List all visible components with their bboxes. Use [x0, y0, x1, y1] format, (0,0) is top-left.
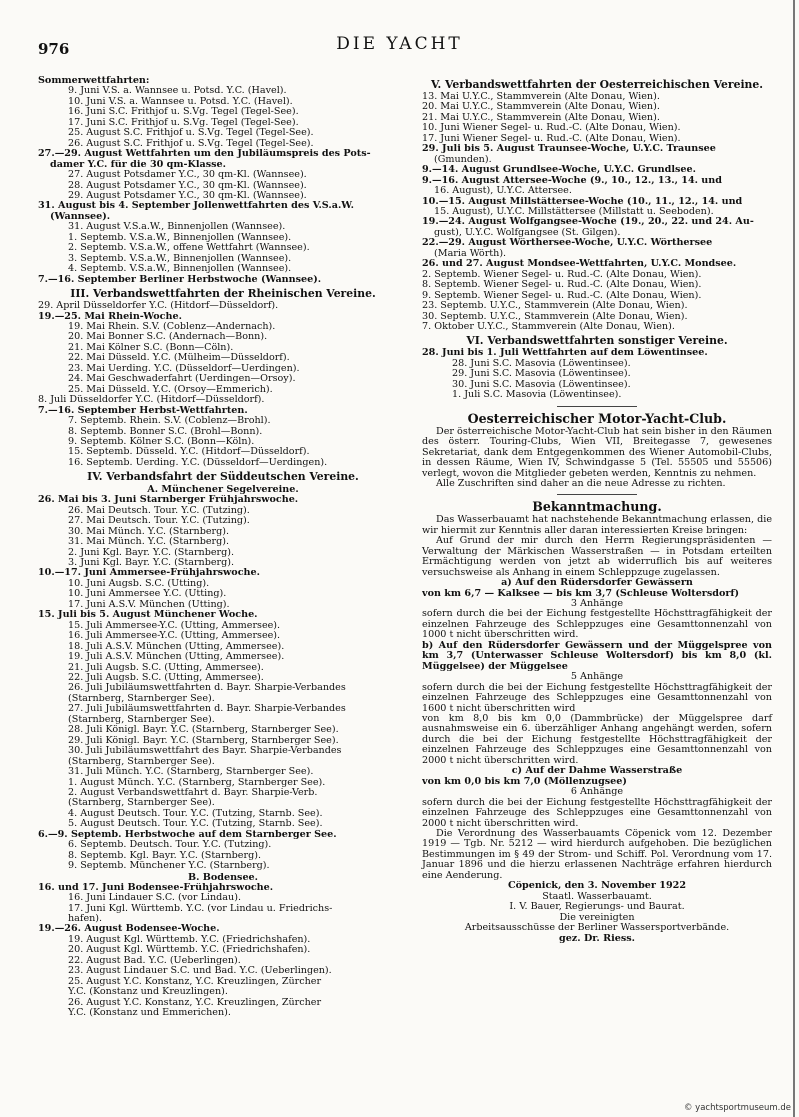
list-item: 16. Juli Ammersee-Y.C. (Utting, Ammersee).: [68, 631, 281, 642]
list-item: 25. Mai Düsseld. Y.C. (Orsoy—Emmerich).: [68, 384, 273, 395]
list-item: 9. Septemb. Wiener Segel- u. Rud.-C. (Alte Donau, Wien).: [422, 290, 702, 301]
signature-line: I. V. Bauer, Regierungs- und Baurat.: [509, 902, 685, 913]
list-item: 19. August Kgl. Württemb. Y.C. (Friedrichshafen).: [68, 934, 311, 945]
list-item: 29. Juni S.C. Masovia (Löwentinsee).: [452, 369, 631, 380]
list-item: 23. Septemb. U.Y.C., Stammverein (Alte Donau, Wien).: [422, 301, 688, 312]
paragraph: sofern durch die bei der Eichung festgestellte Höchsttragfähigkeit der einzelnen Fahrzeuge des Schleppzuges eine Gesamttonnenzahl von 1600 t nicht überschritten wird: [422, 681, 772, 714]
signature-line: Arbeitsausschüsse der Berliner Wassersportverbände.: [464, 923, 730, 934]
list-item: 26. und 27. August Mondsee-Wettfahrten, U.Y.C. Mondsee.: [422, 259, 737, 270]
list-item: 3. Septemb. V.S.a.W., Binnenjollen (Wannsee).: [68, 253, 292, 264]
list-item: 21. Mai U.Y.C., Stammverein (Alte Donau, Wien).: [422, 112, 660, 123]
list-item: 26. August S.C. Frithjof u. S.Vg. Tegel (Tegel-See).: [68, 138, 314, 149]
list-item: 1. Juli S.C. Masovia (Löwentinsee).: [452, 390, 622, 401]
list-item: 21. Mai Kölner S.C. (Bonn—Cöln).: [68, 342, 234, 353]
list-item: 8. Septemb. Kgl. Bayr. Y.C. (Starnberg).: [68, 850, 261, 861]
list-item: 16. Juni Lindauer S.C. (vor Lindau).: [68, 893, 242, 904]
paragraph: sofern durch die bei der Eichung festgestellte Höchsttragfähigkeit der einzelnen Fahrzeuge des Schleppzuges eine Gesamttonnenzahl von 1000 t nicht überschritten wird.: [422, 608, 772, 641]
list-item: (Starnberg, Starnberger See).: [68, 756, 215, 767]
left-column: [38, 76, 408, 1019]
list-item: 28. Juni bis 1. Juli Wettfahrten auf dem Löwentinsee.: [422, 348, 708, 359]
list-item: 29. Juli bis 5. August Traunsee-Woche, U.Y.C. Traunsee: [422, 144, 716, 155]
list-item: 10. Juni Ammersee Y.C. (Utting).: [68, 589, 227, 600]
list-item: 4. August Deutsch. Tour. Y.C. (Tutzing, Starnb. See).: [68, 808, 323, 819]
signature-line: gez. Dr. Riess.: [559, 933, 635, 944]
list-item: 10.—15. August Millstättersee-Woche (10., 11., 12., 14. und: [422, 196, 743, 207]
list-item: 16. August), U.Y.C. Attersee.: [434, 186, 572, 197]
paragraph: von km 8,0 bis km 0,0 (Dammbrücke) der Müggelspree darf ausnahmsweise ein 6. überzähliger Anhang angehängt werden, sofern durch die bei der Eichung festgestellte Höchsttragfähigkeit der einzelnen Fahrzeuge des Schleppzuges eine Gesamttonnenzahl von 2000 t nicht überschritten wird.: [422, 713, 772, 766]
signature-line: Die vereinigten: [559, 912, 635, 923]
list-item: 18. Juli A.S.V. München (Utting, Ammersee).: [68, 641, 285, 652]
list-item: 27. Juli Jubiläumswettfahrten d. Bayr. Sharpie-Verbandes: [68, 704, 346, 715]
list-item: von km 6,7 — Kalksee — bis km 3,7 (Schleuse Woltersdorf): [422, 588, 740, 599]
list-item: 2. Septemb. Wiener Segel- u. Rud.-C. (Alte Donau, Wien).: [422, 269, 702, 280]
list-item: 2. August Verbandswettfahrt d. Bayr. Sharpie-Verb.: [68, 788, 318, 798]
list-item: (Starnberg, Starnberger See).: [68, 714, 215, 725]
list-item: 3 Anhänge: [570, 599, 624, 610]
list-item: 31. Mai Münch. Y.C. (Starnberg).: [68, 537, 230, 548]
right-column: [422, 76, 772, 944]
list-item: 8. Juli Düsseldorfer Y.C. (Hitdorf—Düsseldorf).: [38, 395, 265, 406]
section-heading-sonst: VI. Verbandswettfahrten sonstiger Vereine.: [466, 334, 728, 348]
list-item: von km 0,0 bis km 7,0 (Möllenzugsee): [422, 776, 627, 787]
list-item: 2. Septemb. V.S.a.W., offene Wettfahrt (Wannsee).: [68, 243, 310, 254]
section-heading-sommer: Sommerwettfahrten:: [38, 76, 150, 86]
list-item: 9. Juni V.S. a. Wannsee u. Potsd. Y.C. (Havel).: [68, 86, 287, 97]
list-item: 21. Juli Augsb. S.C. (Utting, Ammersee).: [68, 662, 264, 673]
list-item: 16. und 17. Juni Bodensee-Frühjahrswoche.: [38, 882, 274, 893]
page-number: 976: [38, 40, 70, 58]
list-item: 30. Juni S.C. Masovia (Löwentinsee).: [452, 379, 631, 390]
list-item: 23. Mai Uerding. Y.C. (Düsseldorf—Uerdingen).: [68, 363, 300, 374]
list-item: 29. August Potsdamer Y.C., 30 qm-Kl. (Wannsee).: [68, 190, 307, 201]
list-item: 24. Mai Geschwaderfahrt (Uerdingen—Orsoy).: [68, 374, 296, 385]
list-item: 5. August Deutsch. Tour. Y.C. (Tutzing, Starnb. See).: [68, 819, 323, 830]
paragraph: Auf Grund der mir durch den Herrn Regierungspräsidenten — Verwaltung der Märkischen Wasserstraßen — in Potsdam erteilten Ermächtigung werden von jetzt ab widerruflich bis auf weiteres versuchsweise als Anhang in einem Schleppzuge zugelassen.: [422, 535, 772, 578]
list-item: 22. Juli Augsb. S.C. (Utting, Ammersee).: [68, 673, 264, 684]
list-item: 31. August bis 4. September Jollenwettfahrten des V.S.a.W.: [38, 201, 354, 212]
divider: [557, 494, 637, 495]
list-item: 25. August S.C. Frithjof u. S.Vg. Tegel (Tegel-See).: [68, 128, 314, 139]
list-item: 20. August Kgl. Württemb. Y.C. (Friedrichshafen).: [68, 945, 311, 956]
list-item: 27. August Potsdamer Y.C., 30 qm-Kl. (Wannsee).: [68, 170, 307, 181]
list-item: 30. Mai Münch. Y.C. (Starnberg).: [68, 526, 230, 537]
section-heading-rhein: III. Verbandswettfahrten der Rheinischen Vereine.: [70, 287, 376, 301]
list-item: 19.—26. August Bodensee-Woche.: [38, 924, 220, 935]
subheading: b) Auf den Rüdersdorfer Gewässern und der Müggelspree von km 3,7 (Unterwasser Schleuse Woltersdorf) bis km 8,0 (kl. Müggelsee) der Müggelsee: [422, 639, 772, 672]
list-item: 1. Septemb. V.S.a.W., Binnenjollen (Wannsee).: [68, 232, 292, 243]
page-header: [0, 34, 799, 58]
list-item: 22. August Bad. Y.C. (Ueberlingen).: [68, 955, 241, 966]
list-item: 26. Mai bis 3. Juni Starnberger Frühjahrswoche.: [38, 495, 299, 506]
list-item: 9.—14. August Grundlsee-Woche, U.Y.C. Grundlsee.: [422, 165, 696, 176]
list-item: 29. April Düsseldorfer Y.C. (Hitdorf—Düsseldorf).: [38, 301, 279, 312]
list-item: 10. Juni V.S. a. Wannsee u. Potsd. Y.C. (Havel).: [68, 96, 293, 107]
section-heading-sued: IV. Verbandsfahrt der Süddeutschen Vereine.: [87, 470, 359, 484]
list-item: 27. Mai Deutsch. Tour. Y.C. (Tutzing).: [68, 516, 250, 527]
subheading: c) Auf der Dahme Wasserstraße: [511, 766, 683, 777]
list-item: 30. Septemb. U.Y.C., Stammverein (Alte Donau, Wien).: [422, 311, 688, 322]
list-item: 9. Septemb. Kölner S.C. (Bonn—Köln).: [68, 436, 255, 447]
list-item: 20. Mai Bonner S.C. (Andernach—Bonn).: [68, 332, 268, 343]
subheading: B. Bodensee.: [187, 871, 259, 883]
list-item: 7. Oktober U.Y.C., Stammverein (Alte Donau, Wien).: [422, 321, 675, 332]
list-item: 26. Juli Jubiläumswettfahrten d. Bayr. Sharpie-Verbandes: [68, 683, 346, 694]
list-item: 26. Mai Deutsch. Tour. Y.C. (Tutzing).: [68, 505, 250, 516]
signature-line: Staatl. Wasserbauamt.: [542, 891, 652, 902]
paragraph: Die Verordnung des Wasserbauamts Cöpenick vom 12. Dezember 1919 — Tgb. Nr. 5212 — wird hierdurch aufgehoben. Die bezüglichen Bestimmungen im § 49 der Strom- und Schiff. Pol. Verordnung vom 17. Januar 1896 und die hierzu erlassenen Nachträge erfahren hierdurch eine Aenderung.: [422, 828, 772, 881]
list-item: (Wannsee).: [50, 211, 111, 222]
list-item: 19. Mai Rhein. S.V. (Coblenz—Andernach).: [68, 321, 276, 332]
list-item: 9. Septemb. Münchener Y.C. (Starnberg).: [68, 861, 270, 872]
paragraph: Der österreichische Motor-Yacht-Club hat sein bisher in den Räumen des österr. Touring-Clubs, Wien VII, Breitegasse 7, gewesenes Sekretariat, dank dem Entgegenkommen des Wiener Automobil-Clubs, in dessen Räume, Wien IV, Schwindgasse 5 (Tel. 55505 und 55506) verlegt, wovon die Mitglieder gebeten werden, Kenntnis zu nehmen.: [422, 425, 772, 479]
list-item: 19. Juli A.S.V. München (Utting, Ammersee).: [68, 652, 285, 663]
list-item: 27.—29. August Wettfahrten um den Jubiläumspreis des Pots-: [38, 149, 371, 160]
list-item: 23. August Lindauer S.C. und Bad. Y.C. (Ueberlingen).: [68, 966, 332, 977]
list-item: 4. Septemb. V.S.a.W., Binnenjollen (Wannsee).: [68, 264, 292, 275]
list-item: 8. Septemb. Wiener Segel- u. Rud.-C. (Alte Donau, Wien).: [422, 280, 702, 291]
list-item: 31. Juli Münch. Y.C. (Starnberg, Starnberger See).: [68, 767, 314, 778]
divider: [557, 406, 637, 407]
section-heading-motor: Oesterreichischer Motor-Yacht-Club.: [467, 410, 727, 426]
list-item: 17. Juni A.S.V. München (Utting).: [68, 599, 230, 610]
subheading: a) Auf den Rüdersdorfer Gewässern: [501, 578, 693, 589]
list-item: 7.—16. September Berliner Herbstwoche (Wannsee).: [38, 274, 322, 285]
list-item: 22.—29. August Wörthersee-Woche, U.Y.C. Wörthersee: [422, 238, 713, 249]
list-item: 31. August V.S.a.W., Binnenjollen (Wannsee).: [68, 222, 286, 233]
list-item: hafen).: [68, 913, 103, 924]
list-item: 15. Septemb. Düsseld. Y.C. (Hitdorf—Düsseldorf).: [68, 447, 310, 458]
section-heading-bek: Bekanntmachung.: [532, 499, 662, 515]
list-item: 15. Juli bis 5. August Münchener Woche.: [38, 610, 258, 621]
list-item: 19.—24. August Wolfgangsee-Woche (19., 20., 22. und 24. Au-: [422, 217, 754, 228]
list-item: damer Y.C. für die 30 qm-Klasse.: [50, 159, 226, 170]
list-item: gust), U.Y.C. Wolfgangsee (St. Gilgen).: [434, 227, 621, 238]
signature-line: Cöpenick, den 3. November 1922: [507, 881, 687, 892]
list-item: 17. Juni S.C. Frithjof u. S.Vg. Tegel (Tegel-See).: [68, 117, 299, 128]
list-item: 9.—16. August Attersee-Woche (9., 10., 12., 13., 14. und: [422, 175, 722, 186]
list-item: 13. Mai U.Y.C., Stammverein (Alte Donau, Wien).: [422, 92, 660, 102]
list-item: 7. Septemb. Rhein. S.V. (Coblenz—Brohl).: [68, 416, 271, 427]
list-item: (Starnberg, Starnberger See).: [68, 693, 215, 704]
list-item: 15. August), U.Y.C. Millstättersee (Millstatt u. Seeboden).: [434, 206, 714, 217]
list-item: 16. Septemb. Uerding. Y.C. (Düsseldorf—Uerdingen).: [68, 457, 328, 468]
list-item: 7.—16. September Herbst-Wettfahrten.: [38, 405, 248, 416]
list-item: 16. Juni S.C. Frithjof u. S.Vg. Tegel (Tegel-See).: [68, 107, 299, 118]
paragraph: Alle Zuschriften sind daher an die neue Adresse zu richten.: [436, 477, 726, 489]
list-item: 22. Mai Düsseld. Y.C. (Mülheim—Düsseldorf).: [68, 353, 290, 364]
list-item: 1. August Münch. Y.C. (Starnberg, Starnberger See).: [68, 777, 326, 788]
paragraph: Das Wasserbauamt hat nachstehende Bekanntmachung erlassen, die wir hiermit zur Kenntnis aller daran interessierten Kreise bringen:: [422, 514, 772, 536]
list-item: 8. Septemb. Bonner S.C. (Brohl—Bonn).: [68, 426, 263, 437]
list-item: 10.—17. Juni Ammersee-Frühjahrswoche.: [38, 568, 260, 579]
page-edge-line: [793, 0, 795, 1117]
list-item: 20. Mai U.Y.C., Stammverein (Alte Donau, Wien).: [422, 102, 660, 113]
list-item: 15. Juli Ammersee-Y.C. (Utting, Ammersee).: [68, 620, 281, 631]
section-heading-oest: V. Verbandswettfahrten der Oesterreichischen Vereine.: [430, 78, 764, 91]
list-item: 29. Juli Königl. Bayr. Y.C. (Starnberg, Starnberger See).: [68, 735, 339, 746]
list-item: 3. Juni Kgl. Bayr. Y.C. (Starnberg).: [68, 558, 235, 569]
list-item: 26. August Y.C. Konstanz, Y.C. Kreuzlingen, Zürcher: [68, 997, 322, 1008]
subheading: A. Münchener Segelvereine.: [147, 484, 299, 496]
paragraph: sofern durch die bei der Eichung festgestellte Höchsttragfähigkeit der einzelnen Fahrzeuge des Schleppzuges eine Gesamttonnenzahl von 2000 t nicht überschritten wird.: [422, 796, 772, 829]
list-item: 28. August Potsdamer Y.C., 30 qm-Kl. (Wannsee).: [68, 180, 307, 191]
list-item: 6. Septemb. Deutsch. Tour. Y.C. (Tutzing).: [68, 840, 272, 851]
list-item: 10. Juni Wiener Segel- u. Rud.-C. (Alte Donau, Wien).: [422, 123, 681, 134]
list-item: (Maria Wörth).: [434, 248, 507, 259]
list-item: Y.C. (Konstanz und Kreuzlingen).: [68, 987, 228, 998]
list-item: 10. Juni Augsb. S.C. (Utting).: [68, 578, 210, 589]
list-item: 17. Juni Kgl. Württemb. Y.C. (vor Lindau u. Friedrichs-: [68, 903, 333, 914]
list-item: 17. Juni Wiener Segel- u. Rud.-C. (Alte Donau, Wien).: [422, 133, 681, 144]
list-item: 5 Anhänge: [570, 672, 624, 683]
list-item: (Starnberg, Starnberger See).: [68, 798, 215, 809]
watermark: © yachtsportmuseum.de: [683, 1103, 791, 1113]
list-item: 28. Juni S.C. Masovia (Löwentinsee).: [452, 358, 631, 369]
list-item: Y.C. (Konstanz und Emmerichen).: [68, 1008, 231, 1019]
list-item: 28. Juli Königl. Bayr. Y.C. (Starnberg, Starnberger See).: [68, 725, 339, 736]
list-item: 6 Anhänge: [570, 787, 624, 798]
list-item: 30. Juli Jubiläumswettfahrt des Bayr. Sharpie-Verbandes: [68, 746, 342, 757]
list-item: 2. Juni Kgl. Bayr. Y.C. (Starnberg).: [68, 547, 235, 558]
list-item: 25. August Y.C. Konstanz, Y.C. Kreuzlingen, Zürcher: [68, 976, 322, 987]
page-title: DIE YACHT: [336, 34, 463, 54]
list-item: (Gmunden).: [434, 154, 492, 165]
list-item: 19.—25. Mai Rhein-Woche.: [38, 311, 182, 322]
list-item: 6.—9. Septemb. Herbstwoche auf dem Starnberger See.: [38, 829, 337, 840]
